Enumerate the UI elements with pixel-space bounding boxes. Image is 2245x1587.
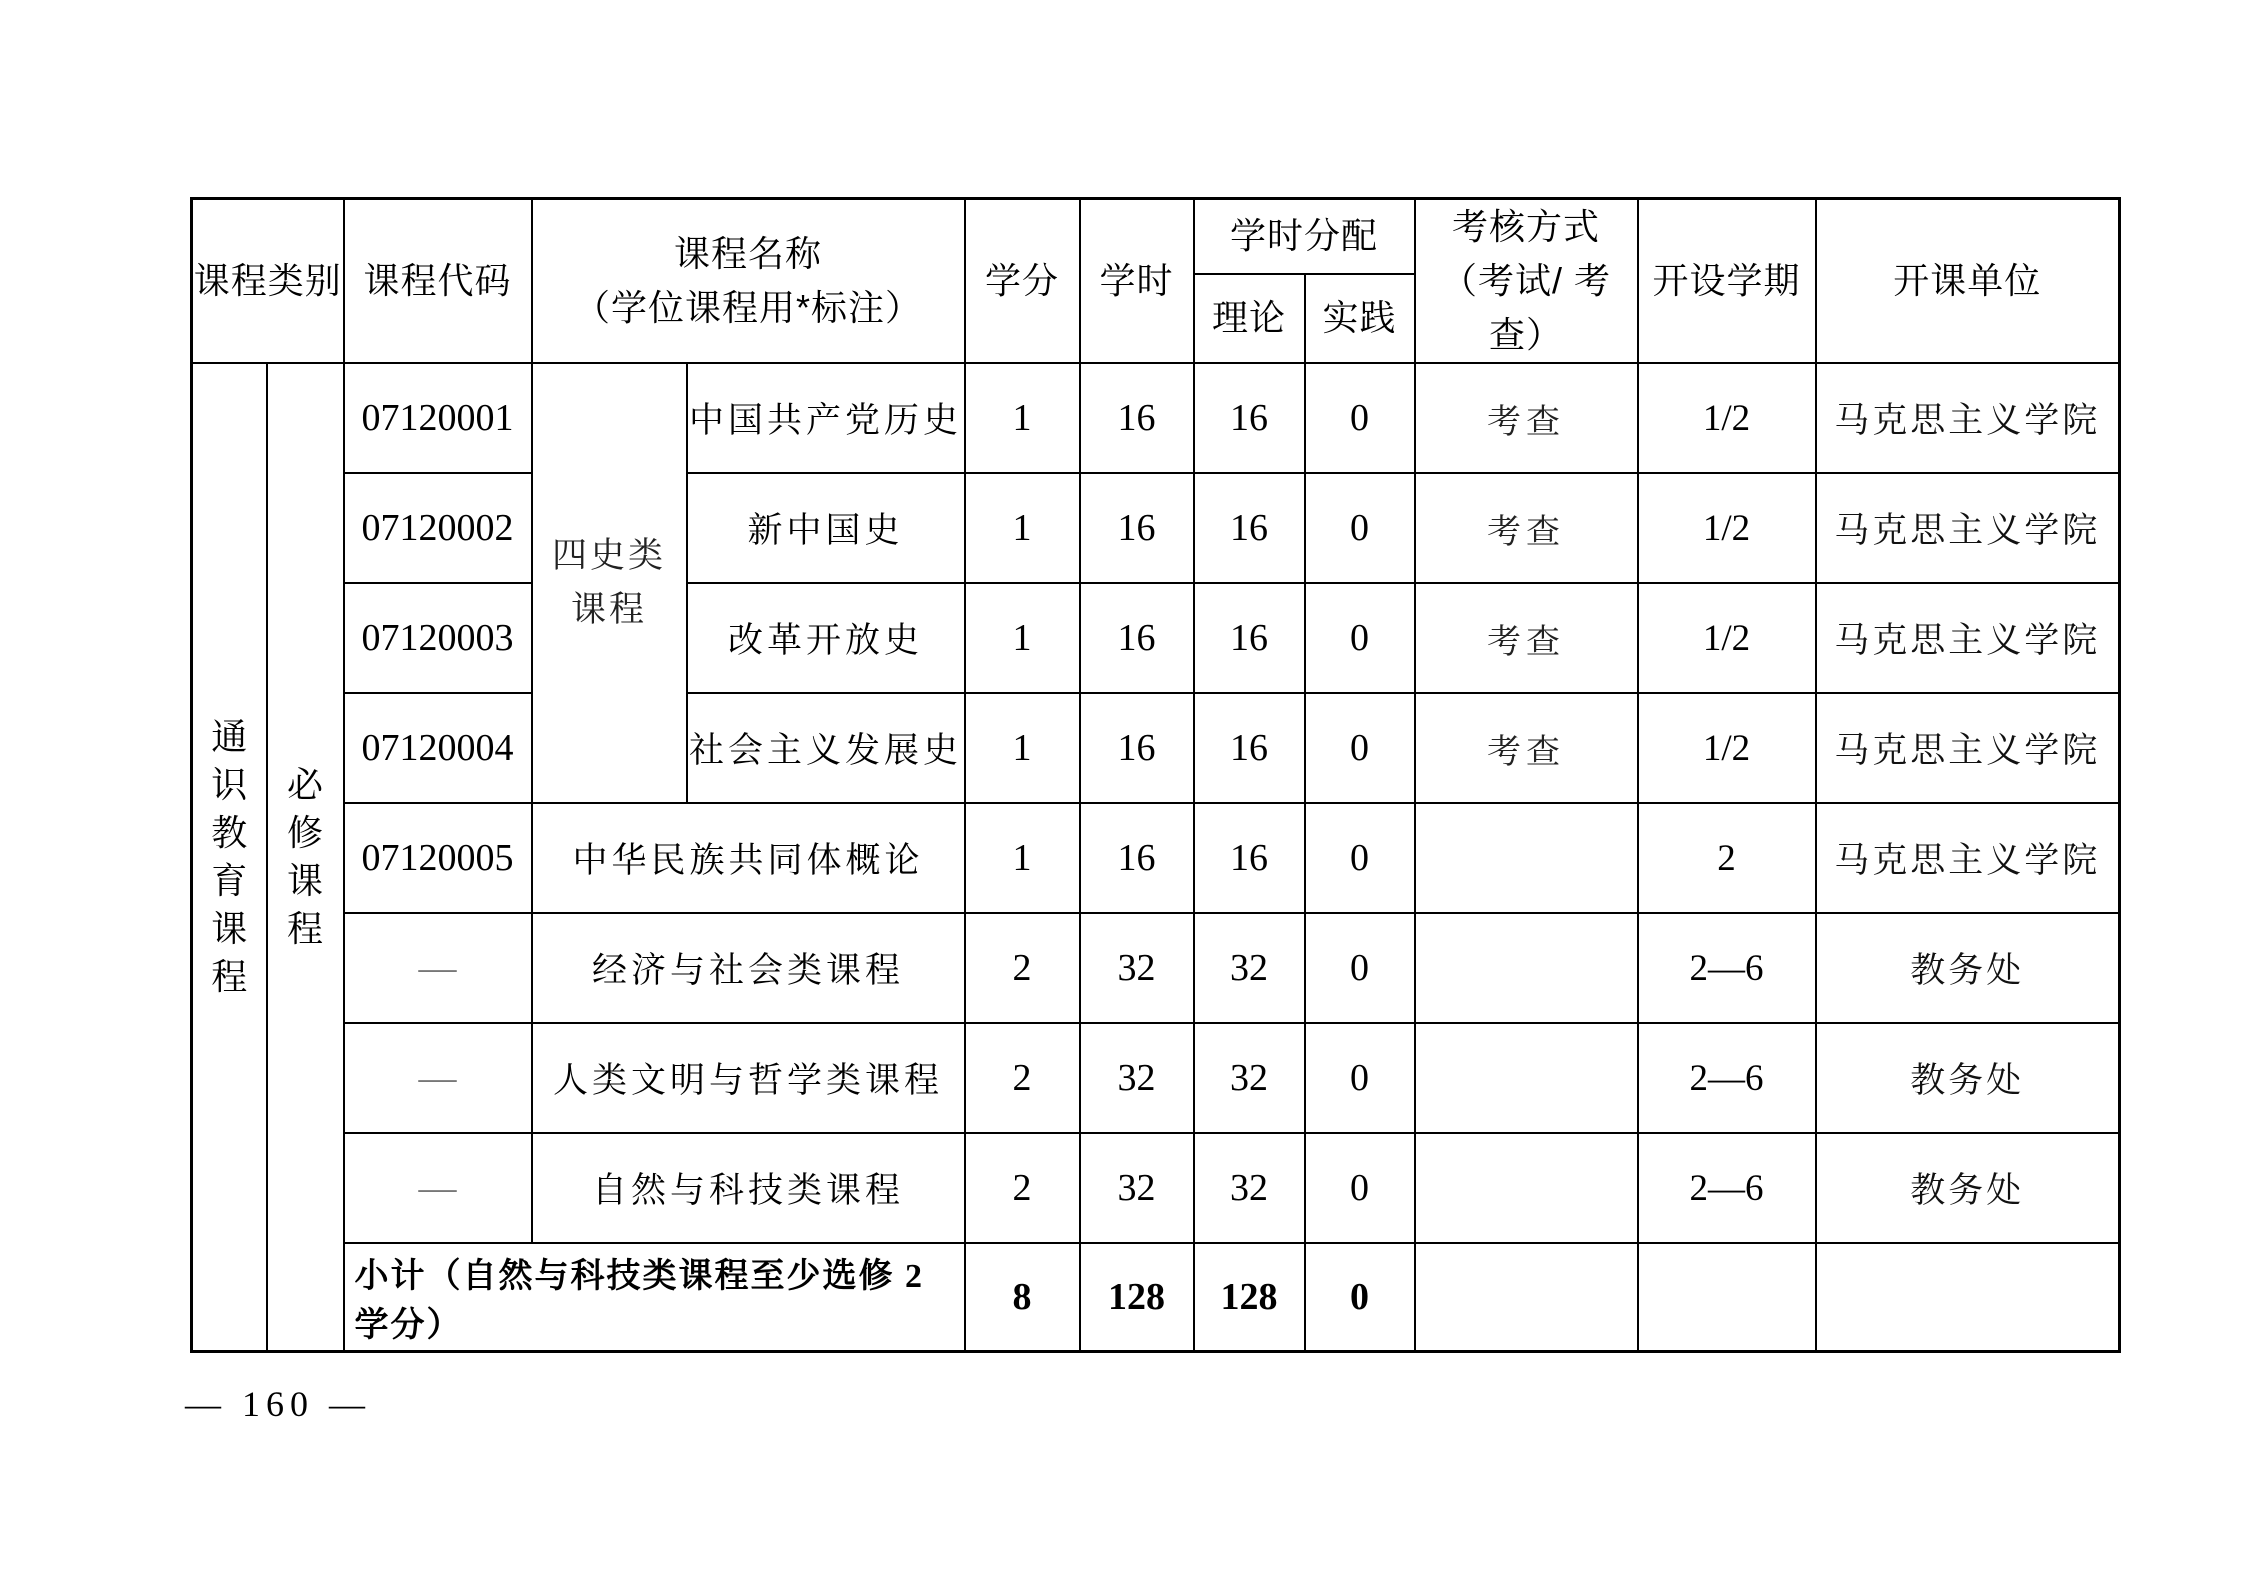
subtotal-assessment-empty: [1415, 1243, 1638, 1351]
cell-course-name: 自然与科技类课程: [532, 1133, 965, 1243]
cell-theory: 16: [1194, 473, 1305, 583]
cell-unit: 教务处: [1816, 1133, 2120, 1243]
cell-course-name: 社会主义发展史: [687, 693, 965, 803]
cell-code: 07120001: [344, 363, 532, 473]
cell-code: 07120005: [344, 803, 532, 913]
cell-assessment: [1415, 913, 1638, 1023]
subtotal-unit-empty: [1816, 1243, 2120, 1351]
cell-credits: 1: [965, 803, 1080, 913]
header-assessment: [1415, 199, 1638, 364]
cell-semester: 2: [1638, 803, 1816, 913]
cell-course-name: 改革开放史: [687, 583, 965, 693]
header-unit: 开课单位: [1816, 199, 2120, 364]
subtotal-label: 小计（自然与科技类课程至少选修 2 学分）: [344, 1243, 965, 1351]
cell-practice: 0: [1305, 1133, 1415, 1243]
cell-unit: 马克思主义学院: [1816, 473, 2120, 583]
cell-semester: 1/2: [1638, 473, 1816, 583]
cell-theory: 16: [1194, 693, 1305, 803]
subtotal-hours: 128: [1080, 1243, 1194, 1351]
cell-hours: 16: [1080, 473, 1194, 583]
cell-hours: 16: [1080, 583, 1194, 693]
cell-unit: 马克思主义学院: [1816, 693, 2120, 803]
table-row: [192, 913, 2120, 1023]
cell-theory: 16: [1194, 363, 1305, 473]
header-course-name-line2: （学位课程用*标注）: [574, 287, 923, 328]
table-row: [192, 1133, 2120, 1243]
cell-theory: 32: [1194, 913, 1305, 1023]
cell-credits: 1: [965, 363, 1080, 473]
header-course-name: [532, 199, 965, 364]
cell-practice: 0: [1305, 583, 1415, 693]
table-row: [192, 1023, 2120, 1133]
subtotal-credits: 8: [965, 1243, 1080, 1351]
cell-assessment: 考查: [1415, 583, 1638, 693]
table-row: [192, 583, 2120, 693]
cell-hours: 32: [1080, 913, 1194, 1023]
table-row: [192, 473, 2120, 583]
header-semester: 开设学期: [1638, 199, 1816, 364]
header-course-name-line1: 课程名称: [674, 233, 823, 274]
cell-hours: 32: [1080, 1133, 1194, 1243]
cell-practice: 0: [1305, 363, 1415, 473]
cell-semester: 1/2: [1638, 363, 1816, 473]
category-general-education: [192, 363, 267, 1351]
cell-credits: 2: [965, 913, 1080, 1023]
category-required-courses: [267, 363, 344, 1351]
header-course-category: 课程类别: [192, 199, 344, 364]
cell-assessment: [1415, 1133, 1638, 1243]
curriculum-table: [190, 197, 2121, 1353]
cell-credits: 2: [965, 1133, 1080, 1243]
cell-semester: 2—6: [1638, 1023, 1816, 1133]
cell-semester: 2—6: [1638, 1133, 1816, 1243]
header-theory: 理论: [1194, 274, 1305, 363]
cell-course-name: 经济与社会类课程: [532, 913, 965, 1023]
header-hours-split: 学时分配: [1194, 199, 1415, 274]
cell-code: —: [344, 1133, 532, 1243]
cell-practice: 0: [1305, 1023, 1415, 1133]
cell-assessment: [1415, 1023, 1638, 1133]
table-row: [192, 693, 2120, 803]
header-course-code: 课程代码: [344, 199, 532, 364]
cell-semester: 1/2: [1638, 583, 1816, 693]
cell-course-name: 中国共产党历史: [687, 363, 965, 473]
category-required-courses-label: 必修课程: [286, 764, 323, 949]
cell-assessment: [1415, 803, 1638, 913]
subtotal-semester-empty: [1638, 1243, 1816, 1351]
subtotal-theory: 128: [1194, 1243, 1305, 1351]
cell-unit: 马克思主义学院: [1816, 583, 2120, 693]
cell-semester: 2—6: [1638, 913, 1816, 1023]
cell-theory: 16: [1194, 583, 1305, 693]
cell-hours: 32: [1080, 1023, 1194, 1133]
table-row: [192, 803, 2120, 913]
cell-credits: 1: [965, 473, 1080, 583]
header-practice: 实践: [1305, 274, 1415, 363]
cell-credits: 2: [965, 1023, 1080, 1133]
cell-code: 07120002: [344, 473, 532, 583]
cell-unit: 马克思主义学院: [1816, 803, 2120, 913]
cell-practice: 0: [1305, 803, 1415, 913]
cell-credits: 1: [965, 583, 1080, 693]
cell-unit: 教务处: [1816, 1023, 2120, 1133]
table-row: [192, 363, 2120, 473]
cell-unit: 教务处: [1816, 913, 2120, 1023]
cell-theory: 16: [1194, 803, 1305, 913]
cell-course-name: 新中国史: [687, 473, 965, 583]
cell-code: 07120004: [344, 693, 532, 803]
cell-practice: 0: [1305, 913, 1415, 1023]
header-hours: 学时: [1080, 199, 1194, 364]
cell-semester: 1/2: [1638, 693, 1816, 803]
course-group-cell: [532, 363, 687, 803]
header-row-1: [192, 199, 2120, 274]
cell-code: —: [344, 913, 532, 1023]
cell-unit: 马克思主义学院: [1816, 363, 2120, 473]
header-assessment-line1: 考核方式: [1452, 206, 1601, 247]
cell-assessment: 考查: [1415, 473, 1638, 583]
cell-theory: 32: [1194, 1133, 1305, 1243]
cell-course-name: 人类文明与哲学类课程: [532, 1023, 965, 1133]
cell-theory: 32: [1194, 1023, 1305, 1133]
subtotal-practice: 0: [1305, 1243, 1415, 1351]
cell-course-name: 中华民族共同体概论: [532, 803, 965, 913]
course-group-label: 四史类课程: [552, 536, 667, 629]
header-credits: 学分: [965, 199, 1080, 364]
page-number: — 160 —: [185, 1384, 371, 1424]
cell-practice: 0: [1305, 473, 1415, 583]
cell-practice: 0: [1305, 693, 1415, 803]
cell-assessment: 考查: [1415, 363, 1638, 473]
cell-code: 07120003: [344, 583, 532, 693]
category-general-education-label: 通识教育课程: [211, 716, 248, 997]
cell-assessment: 考查: [1415, 693, 1638, 803]
cell-code: —: [344, 1023, 532, 1133]
cell-hours: 16: [1080, 693, 1194, 803]
header-assessment-line2: （考试/ 考查）: [1441, 260, 1612, 355]
subtotal-row: [192, 1243, 2120, 1351]
cell-credits: 1: [965, 693, 1080, 803]
cell-hours: 16: [1080, 803, 1194, 913]
cell-hours: 16: [1080, 363, 1194, 473]
